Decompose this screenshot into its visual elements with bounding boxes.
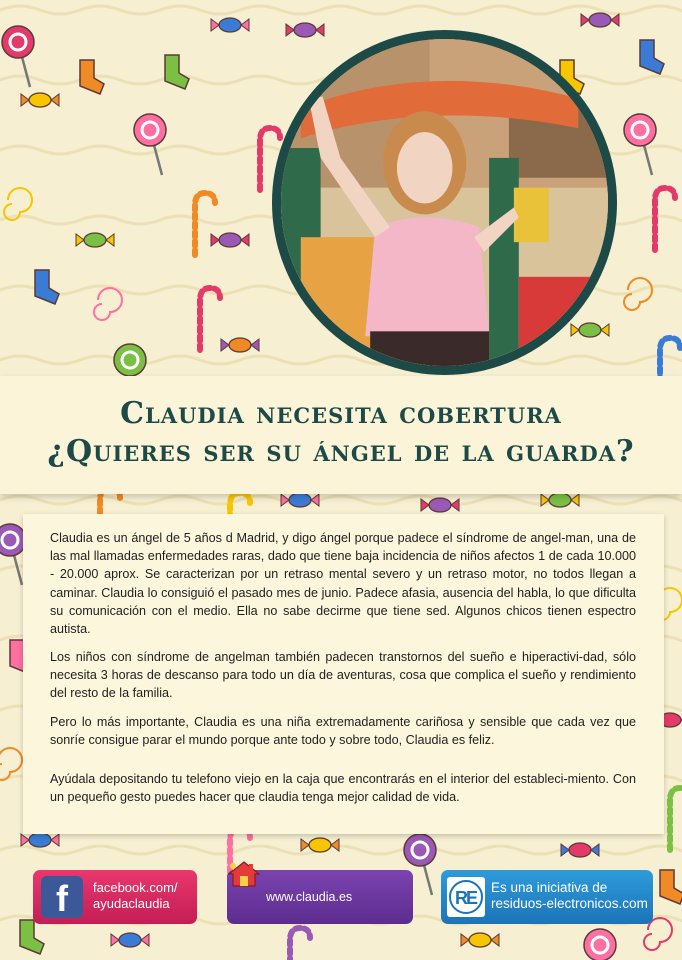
title-line-2: ¿Quieres ser su ángel de la guarda? bbox=[47, 434, 635, 469]
lollipop-decoration bbox=[584, 929, 616, 960]
svg-text:E: E bbox=[466, 888, 479, 908]
paragraph-3: Pero lo más importante, Claudia es una niña extremadamente cariñosa y sensible que cada vez que sonríe consigue parar el mundo porque ante todo y sobre todo, Claudia es feliz. bbox=[50, 715, 636, 748]
story-panel bbox=[23, 514, 664, 834]
paragraph-2: Los niños con síndrome de angelman también padecen transtornos del sueño e hiperactivi-dad, sólo necesita 3 horas de descanso para todo un día de aventuras, cosa que complica el sueño y rendimiento del resto de la familia. bbox=[50, 650, 636, 701]
initiative-link-button[interactable] bbox=[441, 870, 653, 924]
title-line-1: Claudia necesita cobertura bbox=[120, 396, 562, 431]
svg-text:R: R bbox=[455, 888, 468, 908]
child-photo bbox=[272, 30, 617, 375]
facebook-line-2: ayudaclaudia bbox=[93, 896, 170, 911]
house-icon bbox=[225, 858, 263, 888]
initiative-line-2: residuos-electronicos.com bbox=[491, 896, 648, 911]
facebook-icon: f bbox=[41, 876, 83, 918]
paragraph-1: Claudia es un ángel de 5 años d Madrid, y digo ángel porque padece el síndrome de angel-man, una de las mal llamadas enfermedades raras, dado que tiene baja incidencia de niños afectos 1 de cada 10.000 - 20.000 aprox. Se caracterizan por un retraso mental severo y un retraso motor, no todos llegan a caminar. Claudia lo consiguió el pasado mes de junio. Padece afasia, ausencia del habla, lo que dificulta su comunicación con el medio. Ella no sabe decirme que tiene sed. Algunos chicos tienen espectro autista. bbox=[50, 531, 636, 637]
title-banner bbox=[0, 376, 682, 494]
re-logo-icon bbox=[447, 877, 485, 917]
website-url: www.claudia.es bbox=[266, 890, 353, 904]
facebook-link-button[interactable] bbox=[33, 870, 197, 924]
paragraph-4: Ayúdala depositando tu telefono viejo en la caja que encontrarás en el interior del estableci-miento. Con un pequeño gesto puedes hacer que claudia tenga mejor calidad de vida. bbox=[50, 772, 636, 805]
facebook-line-1: facebook.com/ bbox=[93, 880, 178, 895]
initiative-line-1: Es una iniciativa de bbox=[491, 880, 608, 895]
